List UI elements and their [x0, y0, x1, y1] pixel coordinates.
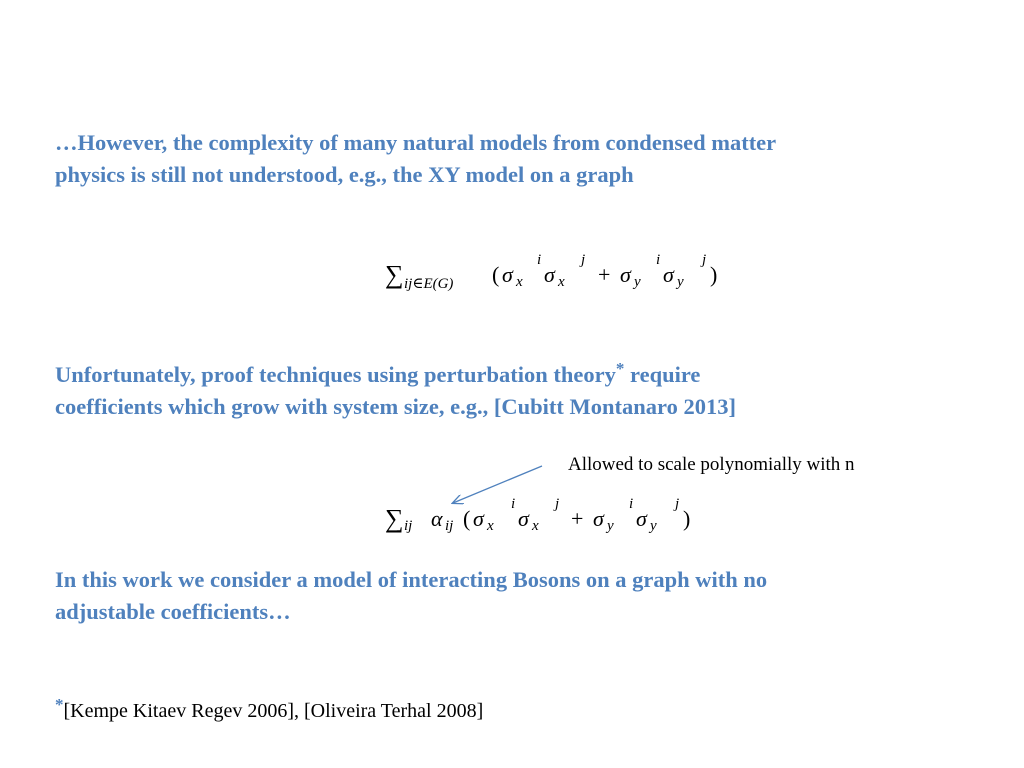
sigma-1-sub: x: [516, 274, 523, 290]
intro-line-1: …However, the complexity of many natural models from condensed matter: [55, 130, 777, 155]
sigma-1: σ: [473, 506, 484, 531]
footnote: [55, 695, 484, 723]
plus-sign: +: [571, 506, 584, 531]
sigma-4-sup: j: [702, 252, 707, 268]
intro-line-2: physics is still not understood, e.g., the XY model on a graph: [55, 162, 634, 187]
sigma-3: σ: [593, 506, 604, 531]
sum-subscript: ij: [404, 518, 413, 534]
weighted-xy-equation: [385, 496, 715, 546]
sigma-2-sub: x: [558, 274, 565, 290]
footnote-star: *: [55, 695, 64, 714]
footnote-text: [Kempe Kitaev Regev 2006], [Oliveira Terhal 2008]: [63, 700, 484, 722]
sigma-4-sup: j: [675, 496, 680, 512]
sigma-1: σ: [502, 262, 513, 287]
sigma-1-sup: i: [511, 496, 516, 512]
sigma-2-sup: j: [555, 496, 560, 512]
right-paren: ): [683, 506, 691, 531]
plus-sign: +: [598, 262, 611, 287]
footnote-star-marker: *: [615, 359, 625, 378]
sigma-3-sub: y: [607, 518, 614, 534]
sigma-4: σ: [636, 506, 647, 531]
sigma-4-sub: y: [677, 274, 684, 290]
sigma-2: σ: [518, 506, 529, 531]
sigma-2: σ: [544, 262, 555, 287]
annotation-label: Allowed to scale polynomially with n: [568, 454, 855, 475]
sigma-3-sup: i: [656, 252, 661, 268]
left-paren: (: [463, 506, 471, 531]
sigma-1-sup: i: [537, 252, 542, 268]
sigma-3-sup: i: [629, 496, 634, 512]
this-work-line-2: adjustable coefficients…: [55, 599, 291, 624]
sigma-4-sub: y: [650, 518, 657, 534]
left-paren: (: [492, 262, 500, 287]
this-work-line-1: In this work we consider a model of interacting Bosons on a graph with no: [55, 567, 768, 592]
sum-subscript: ij∈E(G): [404, 276, 454, 292]
alpha-subscript: ij: [445, 518, 454, 534]
sigma-3: σ: [620, 262, 631, 287]
perturbation-line-1-text: Unfortunately, proof techniques using perturbation theory: [55, 362, 616, 387]
sigma-4: σ: [663, 262, 674, 287]
sum-symbol: ∑: [385, 260, 404, 289]
perturbation-line-1-end: require: [624, 362, 701, 387]
perturbation-line-2: coefficients which grow with system size, e.g., [Cubitt Montanaro 2013]: [55, 394, 736, 419]
sigma-3-sub: y: [634, 274, 641, 290]
sum-symbol: ∑: [385, 504, 404, 533]
right-paren: ): [710, 262, 718, 287]
sigma-2-sub: x: [532, 518, 539, 534]
alpha-symbol: α: [431, 506, 443, 531]
sigma-2-sup: j: [581, 252, 586, 268]
sigma-1-sub: x: [487, 518, 494, 534]
this-work-paragraph: [55, 564, 985, 628]
